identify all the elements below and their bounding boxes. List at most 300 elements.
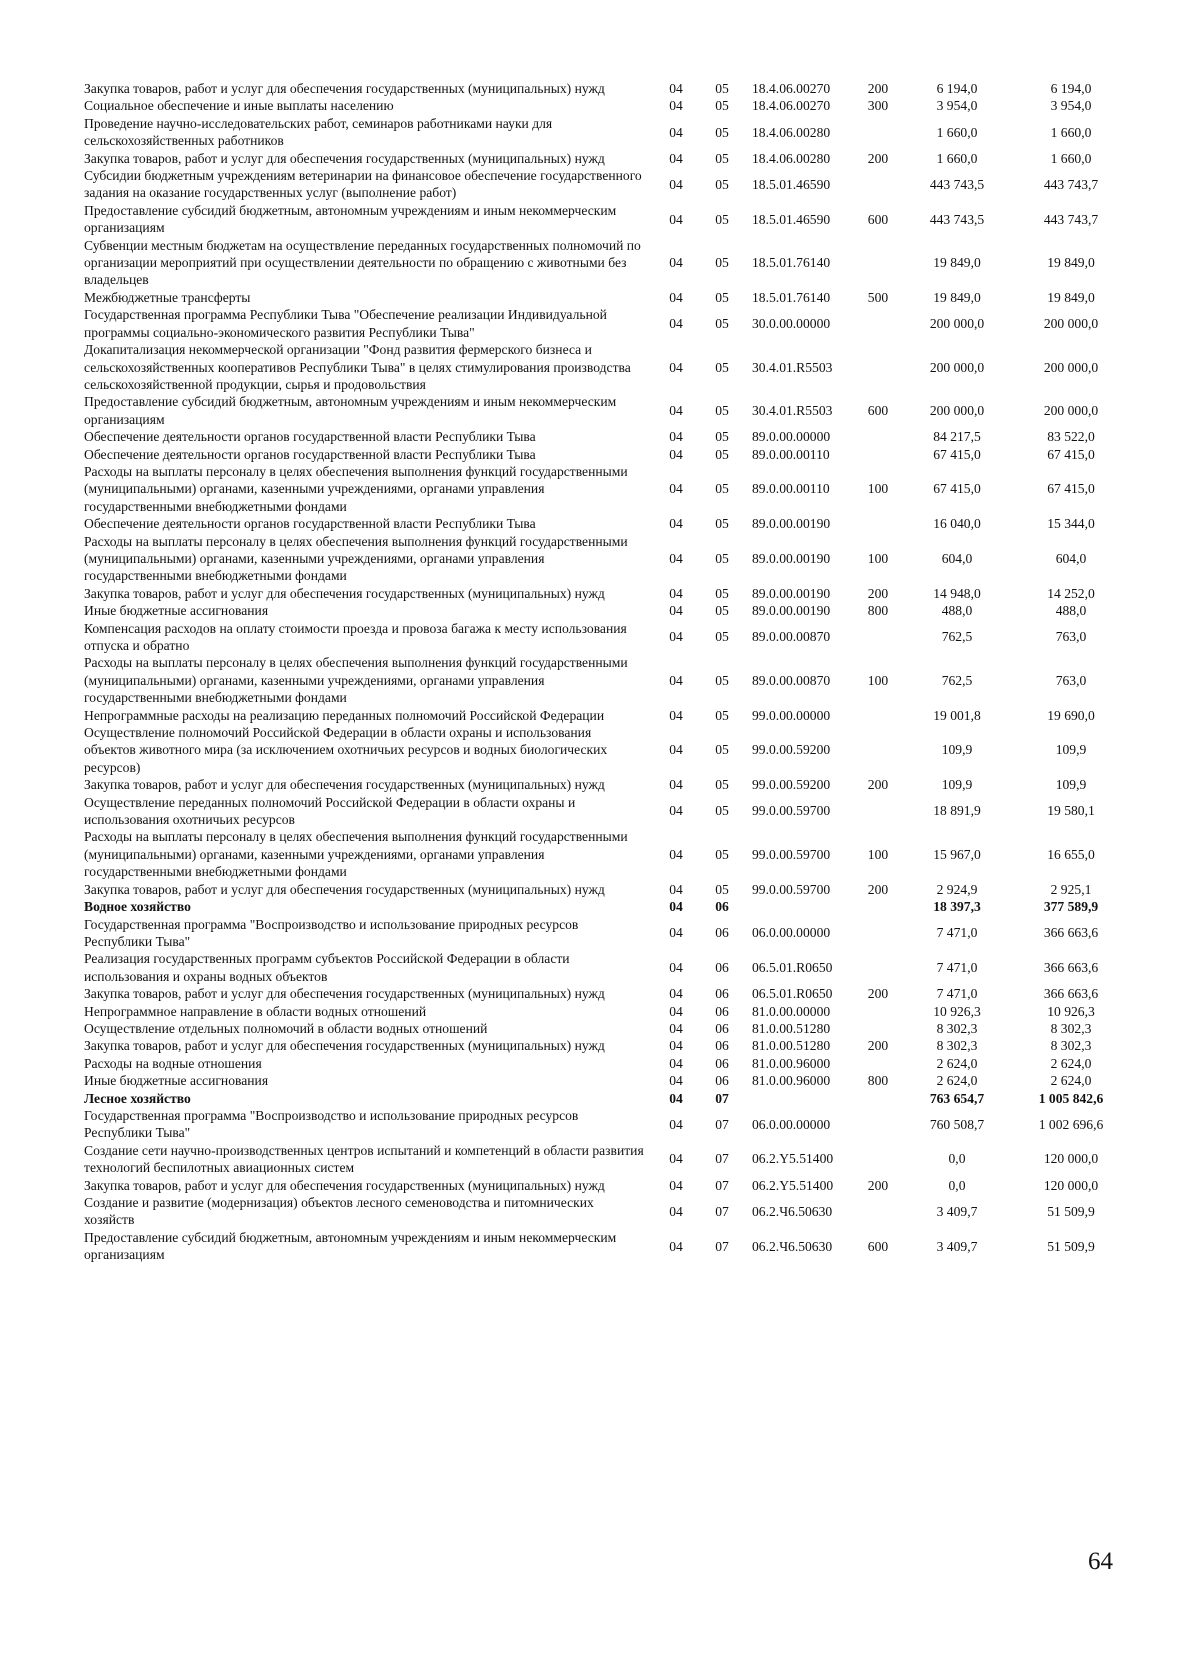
row-name: Субсидии бюджетным учреждениям ветеринарии на финансовое обеспечение государственного задания на оказание государственных услуг (выполнение работ) <box>84 168 642 201</box>
row-section-code: 04 <box>669 289 683 305</box>
row-subsection-code: 06 <box>715 899 729 915</box>
table-row <box>84 898 1130 915</box>
row-target-article: 99.0.00.59700 <box>752 846 831 862</box>
row-section-code: 04 <box>669 429 683 445</box>
row-subsection-code: 06 <box>715 1003 729 1019</box>
row-name: Осуществление полномочий Российской Федерации в области охраны и использования объектов животного мира (за исключением охотничьих ресурсов и водных биологических ресурсов) <box>84 725 608 775</box>
row-target-article: 81.0.00.51280 <box>752 1020 831 1036</box>
row-amount-year-1: 604,0 <box>941 550 973 566</box>
row-amount-year-2: 83 522,0 <box>1047 429 1095 445</box>
table-row <box>84 654 1130 706</box>
row-expense-type <box>854 707 902 724</box>
row-target-article: 18.5.01.76140 <box>752 289 831 305</box>
budget-table <box>84 80 1130 1264</box>
row-subsection-code: 06 <box>715 986 729 1002</box>
row-amount-year-2: 3 954,0 <box>1050 98 1092 114</box>
row-name: Лесное хозяйство <box>84 1090 191 1106</box>
table-row <box>84 341 1130 393</box>
row-subsection-code: 05 <box>715 742 729 758</box>
row-section-code: 04 <box>669 777 683 793</box>
row-expense-type: 100 <box>867 481 889 497</box>
row-section-code: 04 <box>669 803 683 819</box>
row-target-article: 89.0.00.00190 <box>752 516 831 532</box>
row-amount-year-1: 6 194,0 <box>936 81 978 96</box>
row-target-article: 30.4.01.R5503 <box>752 359 833 375</box>
row-target-article: 18.4.06.00270 <box>752 81 831 96</box>
row-amount-year-2: 200 000,0 <box>1043 359 1099 375</box>
table-row <box>84 828 1130 880</box>
table-row <box>84 167 1130 202</box>
row-expense-type <box>854 794 902 829</box>
row-target-article: 89.0.00.00110 <box>752 446 830 462</box>
row-expense-type: 200 <box>867 777 889 793</box>
row-target-article: 89.0.00.00190 <box>752 585 831 601</box>
row-section-code: 04 <box>669 672 683 688</box>
row-target-article: 89.0.00.00110 <box>752 481 830 497</box>
row-amount-year-2: 109,9 <box>1055 742 1087 758</box>
row-target-article: 99.0.00.59200 <box>752 777 831 793</box>
row-amount-year-2: 8 302,3 <box>1050 1020 1092 1036</box>
table-row <box>84 1090 1130 1107</box>
table-row <box>84 237 1130 289</box>
row-target-article: 89.0.00.00870 <box>752 629 831 645</box>
row-section-code: 04 <box>669 1238 683 1254</box>
row-amount-year-2: 377 589,9 <box>1043 899 1099 915</box>
table-row <box>84 1229 1130 1264</box>
row-subsection-code: 06 <box>715 960 729 976</box>
row-expense-type: 100 <box>867 672 889 688</box>
row-section-code: 04 <box>669 1177 683 1193</box>
row-amount-year-2: 120 000,0 <box>1043 1177 1099 1193</box>
row-section-code: 04 <box>669 629 683 645</box>
row-name: Закупка товаров, работ и услуг для обеспечения государственных (муниципальных) нужд <box>84 1177 605 1193</box>
row-target-article <box>744 1090 854 1107</box>
row-amount-year-1: 0,0 <box>948 1177 966 1193</box>
row-target-article: 89.0.00.00190 <box>752 603 831 619</box>
row-expense-type <box>854 1090 902 1107</box>
row-target-article: 18.4.06.00280 <box>752 124 831 140</box>
table-row <box>84 1055 1130 1072</box>
row-target-article: 06.2.Y5.51400 <box>752 1177 834 1193</box>
row-section-code: 04 <box>669 516 683 532</box>
row-target-article: 18.5.01.46590 <box>752 176 831 192</box>
row-name: Предоставление субсидий бюджетным, автономным учреждениям и иным некоммерческим организациям <box>84 1229 617 1263</box>
row-section-code: 04 <box>669 176 683 192</box>
row-subsection-code: 05 <box>715 481 729 497</box>
row-subsection-code: 05 <box>715 585 729 601</box>
row-subsection-code: 05 <box>715 403 729 419</box>
table-row <box>84 1072 1130 1089</box>
table-row <box>84 776 1130 793</box>
row-amount-year-2: 109,9 <box>1055 777 1087 793</box>
table-row <box>84 881 1130 898</box>
row-amount-year-1: 3 409,7 <box>936 1203 978 1219</box>
row-amount-year-1: 1 660,0 <box>936 124 978 140</box>
row-subsection-code: 05 <box>715 98 729 114</box>
row-target-article: 30.0.00.00000 <box>752 315 831 331</box>
row-target-article: 30.4.01.R5503 <box>752 403 833 419</box>
row-amount-year-2: 15 344,0 <box>1047 516 1095 532</box>
table-row <box>84 393 1130 428</box>
row-subsection-code: 07 <box>715 1203 729 1219</box>
row-section-code: 04 <box>669 211 683 227</box>
row-expense-type: 100 <box>867 846 889 862</box>
table-row <box>84 794 1130 829</box>
row-expense-type <box>854 1020 902 1037</box>
row-amount-year-1: 3 954,0 <box>936 98 978 114</box>
row-amount-year-1: 488,0 <box>941 603 973 619</box>
row-section-code: 04 <box>669 1038 683 1054</box>
table-row <box>84 289 1130 306</box>
row-subsection-code: 05 <box>715 150 729 166</box>
table-row <box>84 1177 1130 1194</box>
budget-table-body <box>84 80 1130 1264</box>
row-section-code: 04 <box>669 1151 683 1167</box>
row-subsection-code: 05 <box>715 603 729 619</box>
row-section-code: 04 <box>669 603 683 619</box>
table-row <box>84 446 1130 463</box>
row-subsection-code: 05 <box>715 289 729 305</box>
table-row <box>84 585 1130 602</box>
row-amount-year-1: 15 967,0 <box>933 846 981 862</box>
row-amount-year-1: 760 508,7 <box>929 1116 985 1132</box>
row-name: Предоставление субсидий бюджетным, автономным учреждениям и иным некоммерческим организациям <box>84 394 617 427</box>
row-expense-type <box>854 446 902 463</box>
row-amount-year-2: 10 926,3 <box>1047 1003 1095 1019</box>
row-amount-year-2: 1 660,0 <box>1050 124 1092 140</box>
row-amount-year-2: 2 925,1 <box>1050 881 1092 897</box>
row-section-code: 04 <box>669 925 683 941</box>
row-section-code: 04 <box>669 1020 683 1036</box>
row-name: Закупка товаров, работ и услуг для обеспечения государственных (муниципальных) нужд <box>84 777 605 793</box>
row-target-article: 06.5.01.R0650 <box>752 986 833 1002</box>
row-target-article: 99.0.00.00000 <box>752 707 831 723</box>
row-amount-year-2: 19 849,0 <box>1047 255 1095 271</box>
row-section-code: 04 <box>669 150 683 166</box>
row-name: Расходы на водные отношения <box>84 1055 262 1071</box>
row-expense-type <box>854 167 902 202</box>
row-amount-year-2: 443 743,7 <box>1043 176 1099 192</box>
row-expense-type: 200 <box>867 881 889 897</box>
row-expense-type <box>854 1142 902 1177</box>
row-amount-year-2: 6 194,0 <box>1050 81 1092 96</box>
row-amount-year-2: 763,0 <box>1055 672 1087 688</box>
row-amount-year-1: 8 302,3 <box>936 1038 978 1054</box>
row-section-code: 04 <box>669 1073 683 1089</box>
row-amount-year-1: 67 415,0 <box>933 446 981 462</box>
row-target-article: 06.5.01.R0650 <box>752 960 833 976</box>
row-name: Проведение научно-исследовательских работ, семинаров работниками науки для сельскохозяйственных работников <box>84 115 553 149</box>
row-section-code: 04 <box>669 899 683 915</box>
row-target-article: 18.4.06.00280 <box>752 150 831 166</box>
row-section-code: 04 <box>669 1003 683 1019</box>
row-expense-type: 800 <box>867 603 889 619</box>
row-amount-year-2: 19 580,1 <box>1047 803 1095 819</box>
row-amount-year-1: 16 040,0 <box>933 516 981 532</box>
row-subsection-code: 05 <box>715 315 729 331</box>
row-amount-year-2: 1 002 696,6 <box>1038 1116 1104 1132</box>
row-subsection-code: 05 <box>715 550 729 566</box>
row-name: Закупка товаров, работ и услуг для обеспечения государственных (муниципальных) нужд <box>84 881 605 897</box>
table-row <box>84 1142 1130 1177</box>
row-amount-year-1: 3 409,7 <box>936 1238 978 1254</box>
row-section-code: 04 <box>669 255 683 271</box>
row-amount-year-2: 120 000,0 <box>1043 1151 1099 1167</box>
row-amount-year-1: 200 000,0 <box>929 315 985 331</box>
row-target-article: 81.0.00.00000 <box>752 1003 831 1019</box>
row-target-article: 18.5.01.76140 <box>752 255 831 271</box>
row-subsection-code: 07 <box>715 1238 729 1254</box>
row-target-article: 99.0.00.59700 <box>752 881 831 897</box>
page-number: 64 <box>1088 1548 1113 1575</box>
row-amount-year-1: 443 743,5 <box>929 176 985 192</box>
row-target-article: 18.5.01.46590 <box>752 211 831 227</box>
table-row <box>84 707 1130 724</box>
table-row <box>84 1037 1130 1054</box>
row-subsection-code: 07 <box>715 1116 729 1132</box>
row-subsection-code: 05 <box>715 359 729 375</box>
row-section-code: 04 <box>669 742 683 758</box>
row-amount-year-1: 7 471,0 <box>936 925 978 941</box>
row-name: Закупка товаров, работ и услуг для обеспечения государственных (муниципальных) нужд <box>84 585 605 601</box>
row-subsection-code: 05 <box>715 672 729 688</box>
row-name: Иные бюджетные ассигнования <box>84 1073 269 1089</box>
row-subsection-code: 05 <box>715 846 729 862</box>
row-subsection-code: 05 <box>715 446 729 462</box>
row-amount-year-1: 7 471,0 <box>936 986 978 1002</box>
row-name: Создание сети научно-производственных центров испытаний и компетенций в области развития технологий беспилотных авиационных систем <box>84 1142 644 1176</box>
row-subsection-code: 07 <box>715 1090 729 1106</box>
row-target-article: 89.0.00.00870 <box>752 672 831 688</box>
row-amount-year-2: 67 415,0 <box>1047 481 1095 497</box>
row-amount-year-1: 200 000,0 <box>929 359 985 375</box>
row-target-article: 06.2.Y5.51400 <box>752 1151 834 1167</box>
row-expense-type <box>854 1003 902 1020</box>
row-amount-year-1: 19 001,8 <box>933 707 981 723</box>
row-subsection-code: 06 <box>715 925 729 941</box>
row-section-code: 04 <box>669 81 683 96</box>
row-name: Государственная программа "Воспроизводство и использование природных ресурсов Республики Тыва" <box>84 1107 579 1141</box>
row-expense-type: 200 <box>867 150 889 166</box>
row-expense-type: 500 <box>867 289 889 305</box>
row-expense-type: 600 <box>867 403 889 419</box>
row-subsection-code: 05 <box>715 124 729 140</box>
row-amount-year-1: 7 471,0 <box>936 960 978 976</box>
row-section-code: 04 <box>669 403 683 419</box>
row-target-article: 81.0.00.51280 <box>752 1038 831 1054</box>
row-target-article: 06.2.Ч6.50630 <box>752 1203 833 1219</box>
row-expense-type <box>854 620 902 655</box>
row-expense-type: 200 <box>867 81 889 96</box>
row-name: Субвенции местным бюджетам на осуществление переданных государственных полномочий по организации мероприятий при осуществлении деятельности по обращению с животными без владельцев <box>84 237 641 288</box>
row-name: Закупка товаров, работ и услуг для обеспечения государственных (муниципальных) нужд <box>84 150 605 166</box>
row-section-code: 04 <box>669 98 683 114</box>
row-amount-year-1: 18 891,9 <box>933 803 981 819</box>
row-name: Предоставление субсидий бюджетным, автономным учреждениям и иным некоммерческим организациям <box>84 202 617 236</box>
row-name: Государственная программа "Воспроизводство и использование природных ресурсов Республики Тыва" <box>84 916 579 949</box>
row-expense-type: 200 <box>867 986 889 1002</box>
table-row <box>84 463 1130 515</box>
row-amount-year-2: 8 302,3 <box>1050 1038 1092 1054</box>
table-row <box>84 306 1130 341</box>
row-amount-year-1: 10 926,3 <box>933 1003 981 1019</box>
row-name: Создание и развитие (модернизация) объектов лесного семеноводства и питомнических хозяйств <box>84 1195 594 1228</box>
row-name: Докапитализация некоммерческой организации "Фонд развития фермерского бизнеса и сельскохозяйственных кооперативов Республики Тыва" в целях стимулирования производства сельскохозяйственной продукции, сырья и продовольствия <box>84 342 631 392</box>
row-expense-type: 800 <box>867 1073 889 1089</box>
table-row <box>84 1003 1130 1020</box>
row-amount-year-1: 19 849,0 <box>933 255 981 271</box>
row-section-code: 04 <box>669 960 683 976</box>
row-expense-type <box>854 306 902 341</box>
row-amount-year-2: 200 000,0 <box>1043 315 1099 331</box>
row-subsection-code: 05 <box>715 429 729 445</box>
row-subsection-code: 05 <box>715 777 729 793</box>
row-amount-year-1: 19 849,0 <box>933 289 981 305</box>
row-amount-year-2: 51 509,9 <box>1047 1203 1095 1219</box>
table-row <box>84 115 1130 150</box>
row-amount-year-2: 1 005 842,6 <box>1038 1090 1104 1106</box>
row-subsection-code: 05 <box>715 803 729 819</box>
row-section-code: 04 <box>669 1203 683 1219</box>
row-name: Обеспечение деятельности органов государственной власти Республики Тыва <box>84 516 536 532</box>
row-name: Обеспечение деятельности органов государственной власти Республики Тыва <box>84 429 536 445</box>
row-section-code: 04 <box>669 359 683 375</box>
row-target-article <box>744 898 854 915</box>
row-target-article: 06.0.00.00000 <box>752 925 831 941</box>
table-row <box>84 724 1130 776</box>
row-amount-year-1: 443 743,5 <box>929 211 985 227</box>
table-row <box>84 202 1130 237</box>
table-row <box>84 602 1130 619</box>
row-section-code: 04 <box>669 881 683 897</box>
row-target-article: 06.0.00.00000 <box>752 1116 831 1132</box>
row-target-article: 81.0.00.96000 <box>752 1055 831 1071</box>
row-name: Непрограммное направление в области водных отношений <box>84 1003 427 1019</box>
row-section-code: 04 <box>669 1090 683 1106</box>
row-amount-year-2: 488,0 <box>1055 603 1087 619</box>
row-expense-type <box>854 916 902 951</box>
row-section-code: 04 <box>669 1116 683 1132</box>
row-target-article: 99.0.00.59700 <box>752 803 831 819</box>
row-name: Государственная программа Республики Тыва "Обеспечение реализации Индивидуальной программы социально-экономического развития Республики Тыва" <box>84 307 607 340</box>
row-name: Осуществление переданных полномочий Российской Федерации в области охраны и использования охотничьих ресурсов <box>84 794 576 828</box>
row-expense-type <box>854 724 902 776</box>
row-target-article: 99.0.00.59200 <box>752 742 831 758</box>
row-amount-year-2: 366 663,6 <box>1043 925 1099 941</box>
row-expense-type: 600 <box>867 1238 889 1254</box>
row-name: Водное хозяйство <box>84 899 191 915</box>
table-row <box>84 515 1130 532</box>
table-row <box>84 1020 1130 1037</box>
row-expense-type <box>854 515 902 532</box>
row-name: Компенсация расходов на оплату стоимости проезда и провоза багажа к месту использования отпуска и обратно <box>84 620 627 653</box>
row-subsection-code: 05 <box>715 629 729 645</box>
row-section-code: 04 <box>669 707 683 723</box>
table-row <box>84 950 1130 985</box>
row-subsection-code: 07 <box>715 1151 729 1167</box>
row-subsection-code: 05 <box>715 516 729 532</box>
row-subsection-code: 06 <box>715 1055 729 1071</box>
row-subsection-code: 07 <box>715 1177 729 1193</box>
row-amount-year-2: 443 743,7 <box>1043 211 1099 227</box>
row-subsection-code: 05 <box>715 707 729 723</box>
row-subsection-code: 06 <box>715 1038 729 1054</box>
row-name: Закупка товаров, работ и услуг для обеспечения государственных (муниципальных) нужд <box>84 986 605 1002</box>
row-expense-type <box>854 1107 902 1142</box>
row-expense-type <box>854 428 902 445</box>
row-amount-year-2: 67 415,0 <box>1047 446 1095 462</box>
row-name: Расходы на выплаты персоналу в целях обеспечения выполнения функций государственными (муниципальными) органами, казенными учреждениями, органами управления государственными внебюджетными фондами <box>84 829 628 880</box>
row-expense-type: 100 <box>867 550 889 566</box>
table-row <box>84 985 1130 1002</box>
row-amount-year-1: 0,0 <box>948 1151 966 1167</box>
row-section-code: 04 <box>669 585 683 601</box>
row-amount-year-2: 14 252,0 <box>1047 585 1095 601</box>
row-amount-year-2: 366 663,6 <box>1043 986 1099 1002</box>
row-section-code: 04 <box>669 124 683 140</box>
row-name: Непрограммные расходы на реализацию переданных полномочий Российской Федерации <box>84 707 605 723</box>
row-expense-type <box>854 1055 902 1072</box>
row-section-code: 04 <box>669 1055 683 1071</box>
table-row <box>84 150 1130 167</box>
row-subsection-code: 06 <box>715 1020 729 1036</box>
row-amount-year-1: 109,9 <box>941 777 973 793</box>
row-amount-year-1: 200 000,0 <box>929 403 985 419</box>
row-name: Расходы на выплаты персоналу в целях обеспечения выполнения функций государственными (муниципальными) органами, казенными учреждениями, органами управления государственными внебюджетными фондами <box>84 655 628 706</box>
row-name: Закупка товаров, работ и услуг для обеспечения государственных (муниципальных) нужд <box>84 81 605 96</box>
row-amount-year-2: 366 663,6 <box>1043 960 1099 976</box>
row-amount-year-1: 1 660,0 <box>936 150 978 166</box>
row-section-code: 04 <box>669 550 683 566</box>
row-subsection-code: 05 <box>715 211 729 227</box>
row-amount-year-1: 763 654,7 <box>929 1090 985 1106</box>
row-amount-year-1: 109,9 <box>941 742 973 758</box>
row-target-article: 89.0.00.00000 <box>752 429 831 445</box>
table-row <box>84 80 1130 97</box>
row-target-article: 89.0.00.00190 <box>752 550 831 566</box>
row-expense-type <box>854 898 902 915</box>
row-name: Реализация государственных программ субъектов Российской Федерации в области использования и охраны водных объектов <box>84 951 570 984</box>
row-amount-year-1: 67 415,0 <box>933 481 981 497</box>
row-subsection-code: 05 <box>715 176 729 192</box>
row-amount-year-1: 2 624,0 <box>936 1073 978 1089</box>
row-target-article: 18.4.06.00270 <box>752 98 831 114</box>
table-row <box>84 428 1130 445</box>
row-name: Расходы на выплаты персоналу в целях обеспечения выполнения функций государственными (муниципальными) органами, казенными учреждениями, органами управления государственными внебюджетными фондами <box>84 463 628 514</box>
row-amount-year-1: 8 302,3 <box>936 1020 978 1036</box>
row-section-code: 04 <box>669 481 683 497</box>
row-amount-year-1: 762,5 <box>941 672 973 688</box>
table-row <box>84 620 1130 655</box>
row-amount-year-1: 2 624,0 <box>936 1055 978 1071</box>
row-target-article: 06.2.Ч6.50630 <box>752 1238 833 1254</box>
table-row <box>84 97 1130 114</box>
row-amount-year-2: 19 849,0 <box>1047 289 1095 305</box>
row-amount-year-2: 2 624,0 <box>1050 1055 1092 1071</box>
row-subsection-code: 06 <box>715 1073 729 1089</box>
row-expense-type <box>854 341 902 393</box>
table-row <box>84 916 1130 951</box>
row-amount-year-1: 2 924,9 <box>936 881 978 897</box>
row-name: Межбюджетные трансферты <box>84 289 251 305</box>
row-expense-type <box>854 950 902 985</box>
table-row <box>84 1107 1130 1142</box>
row-name: Закупка товаров, работ и услуг для обеспечения государственных (муниципальных) нужд <box>84 1038 605 1054</box>
row-expense-type: 300 <box>867 98 889 114</box>
row-section-code: 04 <box>669 986 683 1002</box>
row-name: Расходы на выплаты персоналу в целях обеспечения выполнения функций государственными (муниципальными) органами, казенными учреждениями, органами управления государственными внебюджетными фондами <box>84 533 628 584</box>
row-expense-type: 200 <box>867 585 889 601</box>
